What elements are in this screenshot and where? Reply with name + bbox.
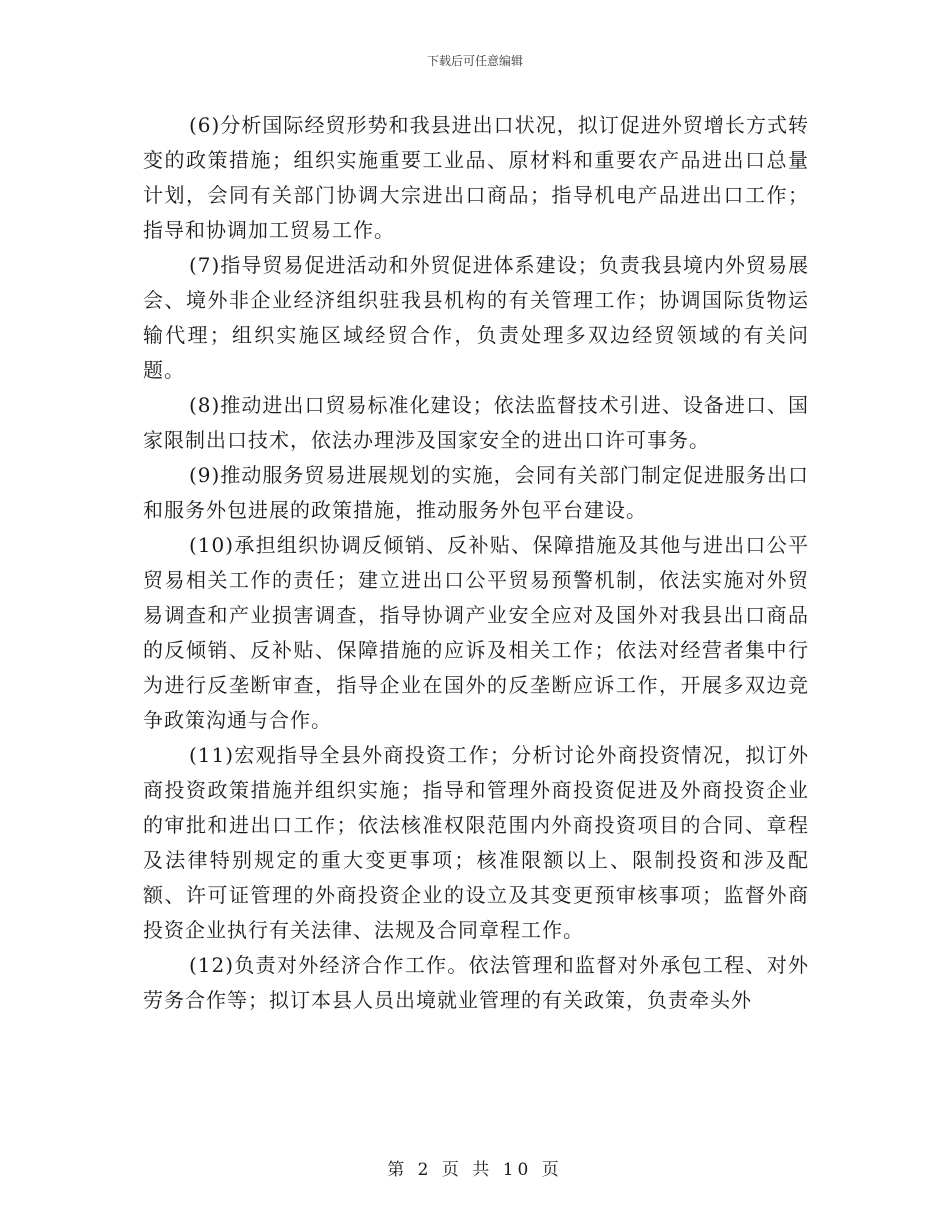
page-number-footer: 第 2 页 共 10 页 xyxy=(387,1160,563,1180)
paragraph-11: (11)宏观指导全县外商投资工作；分析讨论外商投资情况，拟订外商投资政策措施并组织实施；指导和管理外商投资促进及外商投资企业的审批和进出口工作；依法核准权限范围内外商投资项目的合同、章程及法律特别规定的重大变更事项；核准限额以上、限制投资和涉及配额、许可证管理的外商投资企业的设立及其变更预审核事项；监督外商投资企业执行有关法律、法规及合同章程工作。 xyxy=(143,743,809,942)
paragraph-12: (12)负责对外经济合作工作。依法管理和监督对外承包工程、对外劳务合作等；拟订本县人员出境就业管理的有关政策，负责牵头外 xyxy=(143,953,809,1012)
page-header: 下载后可任意编辑 xyxy=(426,54,523,68)
paragraph-8: (8)推动进出口贸易标准化建设；依法监督技术引进、设备进口、国家限制出口技术，依法办理涉及国家安全的进出口许可事务。 xyxy=(143,393,809,452)
document-body xyxy=(143,108,809,1018)
paragraph-6: (6)分析国际经贸形势和我县进出口状况，拟订促进外贸增长方式转变的政策措施；组织实施重要工业品、原材料和重要农产品进出口总量计划，会同有关部门协调大宗进出口商品；指导机电产品进出口工作；指导和协调加工贸易工作。 xyxy=(143,113,809,242)
paragraph-10: (10)承担组织协调反倾销、反补贴、保障措施及其他与进出口公平贸易相关工作的责任；建立进出口公平贸易预警机制，依法实施对外贸易调查和产业损害调查，指导协调产业安全应对及国外对我县出口商品的反倾销、反补贴、保障措施的应诉及相关工作；依法对经营者集中行为进行反垄断审查，指导企业在国外的反垄断应诉工作，开展多双边竞争政策沟通与合作。 xyxy=(143,533,809,732)
paragraph-9: (9)推动服务贸易进展规划的实施，会同有关部门制定促进服务出口和服务外包进展的政策措施，推动服务外包平台建设。 xyxy=(143,463,809,522)
paragraph-7: (7)指导贸易促进活动和外贸促进体系建设；负责我县境内外贸易展会、境外非企业经济组织驻我县机构的有关管理工作；协调国际货物运输代理；组织实施区域经贸合作，负责处理多双边经贸领域的有关问题。 xyxy=(143,253,809,382)
